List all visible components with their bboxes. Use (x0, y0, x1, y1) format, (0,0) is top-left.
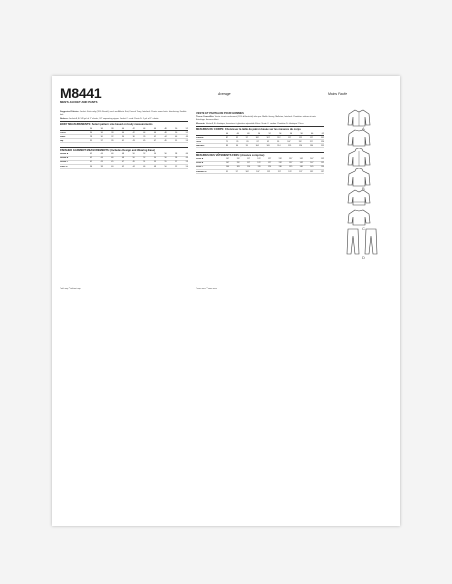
table-cell: 54 (153, 153, 156, 156)
table-cell: 124 (320, 140, 324, 143)
body-heading-en: BODY MEASUREMENTS: Select pattern size based on body measurements (60, 123, 153, 127)
table-cell: 104 (255, 144, 259, 147)
table-cell: 46 (111, 157, 114, 160)
table-cell: 52 (185, 127, 188, 130)
table-cell: 117 (277, 170, 281, 173)
table-cell: 112 (236, 162, 240, 165)
table-cell: 47 (121, 161, 125, 164)
table-cell: 99 (277, 140, 280, 143)
table-cell: 142 (299, 162, 303, 165)
table-cell: 46 (175, 135, 178, 138)
table-cell: 57 (175, 161, 178, 164)
row-label: Chest (60, 131, 66, 134)
row-label: Taille (196, 140, 201, 143)
table-cell: 135 (289, 166, 293, 169)
table-cell: 112 (298, 140, 302, 143)
table-cell: 50 (175, 127, 178, 130)
table-cell: 30 (100, 135, 103, 138)
table-cell: 124 (298, 144, 303, 147)
table-cell: 87 (256, 140, 259, 143)
table-cell: 130 (309, 144, 313, 147)
body-table-en (60, 131, 188, 143)
row-label: Veste A (196, 158, 204, 161)
table-cell: 58 (300, 132, 303, 135)
table-cell: 109 (266, 144, 270, 147)
view-label: B (362, 186, 365, 191)
table-cell: 42 (153, 135, 156, 138)
table-cell: 36 (132, 135, 135, 138)
table-cell: 38 (111, 127, 114, 130)
table-cell: 94 (235, 144, 238, 147)
table-cell: 45 (143, 139, 146, 142)
notions-heading-fr: Mercerie: (196, 122, 206, 125)
table-cell: 50 (164, 165, 167, 168)
row-label: Jacket B (60, 157, 69, 160)
table-cell: 50 (257, 132, 261, 135)
table-cell: 46 (153, 131, 156, 134)
table-cell: 127 (309, 136, 313, 139)
table-cell: 36 (90, 165, 93, 168)
table-cell: 34 (90, 131, 93, 134)
table-cell: 112 (267, 170, 271, 173)
french-column (196, 111, 324, 174)
table-cell: 40 (111, 165, 114, 168)
table-cell: 41 (90, 161, 93, 164)
table-cell: 59 (185, 161, 188, 164)
table-cell: 50 (132, 157, 135, 160)
table-cell: 52 (185, 131, 188, 134)
table-cell: 102 (245, 170, 249, 173)
table-cell: 42 (132, 127, 135, 130)
table-cell: 34 (121, 135, 125, 138)
table-cell: 127 (267, 162, 272, 165)
table-cell: 81 (246, 140, 249, 143)
footnote-en: *with nap **without nap (60, 288, 81, 290)
table-cell: 107 (256, 170, 260, 173)
table-cell: 45 (111, 161, 114, 164)
table-cell: 71 (226, 140, 229, 143)
table-cell: 107 (266, 136, 270, 139)
table-cell: 60 (185, 153, 188, 156)
table-cell: 122 (257, 158, 261, 161)
table-cell: 152 (320, 158, 324, 161)
pattern-subtitle-en: MEN'S JACKET AND PANTS (60, 100, 98, 104)
row-label: Waist (60, 135, 66, 138)
table-cell: 135 (320, 144, 324, 147)
table-cell: 107 (287, 140, 291, 143)
table-cell: 117 (246, 162, 250, 165)
row-label: Jacket A (60, 153, 69, 156)
table-cell: 58 (175, 157, 178, 160)
finished-table-en (60, 153, 188, 169)
row-label: Poitrine (196, 136, 204, 139)
table-cell: 47 (153, 139, 156, 142)
table-cell: 54 (153, 157, 156, 160)
table-cell: 147 (310, 158, 314, 161)
table-cell: 42 (132, 131, 135, 134)
hooded-jacket-sketch-icon (346, 148, 372, 168)
table-cell: 53 (153, 161, 156, 164)
table-cell: 127 (299, 170, 303, 173)
table-cell: 46 (153, 127, 156, 130)
table-cell: 62 (321, 132, 324, 135)
table-cell: 48 (247, 132, 250, 135)
table-cell: 119 (257, 166, 261, 169)
notions-text-en: Jacket A, B: 5/8 yd. of 1" elastic, 24" separating zipper. Jacket C: cord. Pants D: 1 yd. of 1" elastic. (69, 117, 160, 120)
title-fr: VESTE ET PANTALON POUR HOMMES (196, 112, 244, 116)
table-cell: 76 (236, 140, 239, 143)
table-cell: 43 (100, 161, 103, 164)
finished-heading-en: FINISHED GARMENT MEASUREMENTS: (Includes Design and Wearing Ease) (60, 148, 155, 152)
table-cell: 40 (121, 131, 125, 134)
body-heading-fr: MESURES DU CORPS: Choisissez la taille du patron basée sur les mesures du corps (196, 128, 301, 132)
table-cell: 132 (310, 170, 314, 173)
table-cell: 122 (288, 170, 292, 173)
view-a-sketch (338, 108, 394, 131)
level-fr: Moins Facile (328, 92, 348, 96)
table-cell: 39 (111, 139, 114, 142)
table-row (60, 165, 188, 169)
table-cell: 122 (298, 136, 303, 139)
table-cell: 49 (132, 161, 135, 164)
table-cell: 54 (279, 132, 282, 135)
row-label: Pantalon D (196, 170, 207, 173)
table-cell: 44 (100, 157, 103, 160)
view-c-back-sketch (338, 208, 394, 231)
table-cell: 140 (299, 166, 303, 169)
table-cell: 114 (277, 144, 281, 147)
table-cell: 37 (100, 139, 103, 142)
table-cell: 42 (90, 157, 93, 160)
table-cell: 142 (299, 158, 303, 161)
hooded-jacket-sketch-icon (346, 168, 372, 188)
table-cell: 35 (90, 139, 93, 142)
fabrics-heading-en: Suggested Fabrics: (60, 111, 80, 113)
jacket-sketch-icon (346, 108, 372, 128)
table-cell: 102 (255, 136, 259, 139)
table-cell: 127 (267, 158, 272, 161)
table-cell: 42 (121, 165, 125, 168)
table-cell: 89 (226, 144, 229, 147)
table-cell: 49 (185, 135, 188, 138)
table-cell: 49 (164, 139, 167, 142)
table-cell: 46 (236, 132, 239, 135)
jacket-sketch-icon (346, 188, 372, 208)
fabrics-text-en: Jacket: Knits only (20% Stretch) such as Athletic Knit, French Terry, Interlock. Pants: same knits. Interfacing: Fusible knit. (60, 111, 187, 116)
view-label: D (362, 255, 365, 260)
table-cell: 132 (278, 162, 282, 165)
level-en: Average (218, 92, 231, 96)
fabrics-text-fr: Veste: tricots seulement (20% d'élasticité) tels que: Maille Jersey, Molleton, Interlock. Pantalon: mêmes tricots. Entoilage: thermocollant. (196, 115, 317, 121)
table-cell: 32 (111, 135, 114, 138)
view-label: C (362, 226, 365, 231)
table-cell: 60 (185, 157, 188, 160)
body-table-fr (196, 136, 324, 148)
table-cell: 46 (111, 153, 114, 156)
table-cell: 137 (289, 162, 293, 165)
table-cell: 28 (90, 135, 93, 138)
table-cell: 44 (226, 132, 229, 135)
table-cell: 44 (143, 131, 146, 134)
sheet-header (60, 85, 392, 107)
row-label: Veste C (196, 166, 204, 169)
table-cell: 48 (121, 153, 125, 156)
pattern-sheet (52, 76, 400, 526)
finished-table-fr (196, 158, 324, 174)
table-cell: 109 (236, 166, 240, 169)
table-cell: 50 (132, 153, 135, 156)
table-cell: 44 (164, 135, 167, 138)
table-cell: 56 (289, 132, 292, 135)
table-cell: 36 (100, 127, 103, 130)
table-cell: 145 (310, 166, 314, 169)
table-cell: 124 (267, 166, 272, 169)
view-a-back-sketch (338, 128, 394, 148)
row-label: Pants D (60, 165, 68, 168)
table-cell: 132 (320, 136, 324, 139)
table-cell: 55 (164, 161, 167, 164)
table-cell: 38 (111, 131, 114, 134)
table-cell: 46 (143, 165, 146, 168)
table-cell: 117 (246, 158, 250, 161)
table-cell: 92 (266, 140, 269, 143)
notions-heading-en: Notions: (60, 117, 69, 120)
table-cell: 152 (320, 162, 324, 165)
table-cell: 122 (257, 162, 261, 165)
view-b-back-sketch (338, 168, 394, 191)
table-cell: 107 (226, 162, 230, 165)
table-cell: 52 (268, 132, 271, 135)
table-cell: 44 (132, 165, 135, 168)
table-cell: 48 (121, 157, 125, 160)
table-cell: 60 (311, 132, 314, 135)
row-label: Jacket C (60, 161, 69, 164)
table-cell: 42 (90, 153, 93, 156)
table-cell: 54 (185, 165, 188, 168)
table-cell: 56 (164, 153, 167, 156)
row-label: Hanches (196, 144, 205, 147)
table-cell: 43 (132, 139, 135, 142)
row-label: Veste B (196, 162, 204, 165)
table-cell: 36 (100, 131, 103, 134)
table-cell: 48 (153, 165, 156, 168)
table-cell: 112 (236, 158, 240, 161)
table-cell: 52 (143, 153, 146, 156)
jacket-sketch-icon (346, 128, 372, 148)
table-cell: 147 (310, 162, 314, 165)
table-cell: 91 (226, 170, 229, 173)
english-column (60, 111, 188, 169)
table-cell: 130 (278, 166, 282, 169)
table-cell: 44 (100, 153, 103, 156)
view-label: A (362, 126, 365, 131)
table-cell: 117 (309, 140, 313, 143)
view-c-sketch (338, 188, 394, 208)
table-cell: 56 (164, 157, 167, 160)
table-cell: 50 (175, 131, 178, 134)
table-cell: 87 (226, 136, 229, 139)
table-cell: 58 (175, 153, 178, 156)
table-cell: 119 (288, 144, 292, 147)
finished-heading-fr: MESURES DES VÊTEMENTS FINIS: (Aisance comprise) (196, 153, 265, 157)
view-d-sketch (338, 228, 394, 260)
table-row (196, 170, 324, 174)
table-cell: 107 (226, 158, 230, 161)
footnote-fr: *avec sens **sans sens (196, 288, 217, 290)
view-sketches (338, 108, 394, 260)
table-cell: 53 (185, 139, 188, 142)
table-cell: 38 (100, 165, 103, 168)
table-cell: 52 (143, 157, 146, 160)
pattern-code: M8441 (60, 85, 102, 101)
table-cell: 51 (175, 139, 178, 142)
table-cell: 150 (320, 166, 324, 169)
table-cell: 137 (289, 158, 293, 161)
table-cell: 44 (143, 127, 146, 130)
table-cell: 52 (175, 165, 178, 168)
table-cell: 112 (277, 136, 281, 139)
fabrics-heading-fr: Tissus Conseillés: (196, 115, 215, 118)
row-label: Hip (60, 139, 64, 142)
table-cell: 104 (226, 166, 230, 169)
jacket-sketch-icon (346, 208, 372, 228)
table-cell: 114 (247, 166, 251, 169)
table-cell: 39 (143, 135, 146, 138)
table-cell: 137 (320, 170, 324, 173)
table-cell: 41 (121, 139, 125, 142)
table-cell: 117 (288, 136, 292, 139)
notions-text-fr: Veste A, B: élastique, fermeture à glissière séparable 60cm. Veste C: cordon. Pantalon D: élastique 2.5cm. (205, 122, 304, 125)
table-cell: 48 (164, 127, 167, 130)
table-cell: 97 (245, 136, 248, 139)
table-cell: 97 (235, 170, 238, 173)
pants-sketch-icon (346, 228, 380, 256)
table-cell: 92 (235, 136, 238, 139)
table-cell: 99 (245, 144, 248, 147)
view-b-sketch (338, 148, 394, 168)
table-cell: 132 (278, 158, 282, 161)
table-cell: 51 (143, 161, 146, 164)
table-cell: 48 (164, 131, 167, 134)
table-cell: 40 (121, 127, 125, 130)
table-cell: 34 (90, 127, 93, 130)
